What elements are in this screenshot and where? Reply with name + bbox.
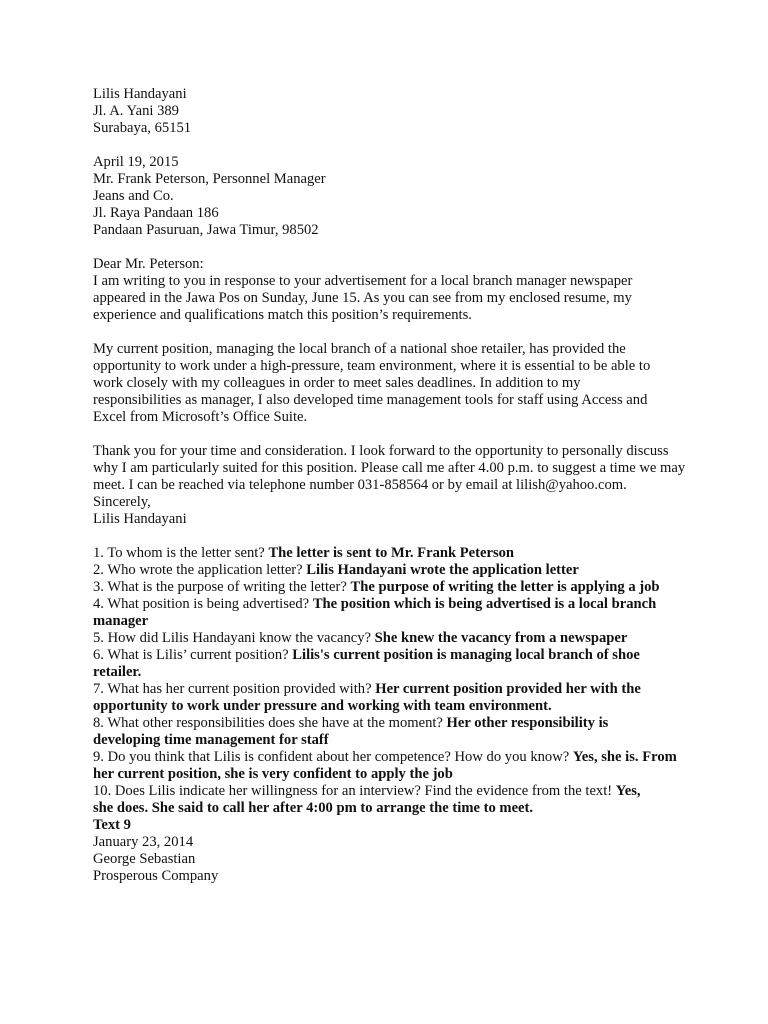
signature: Lilis Handayani <box>93 511 187 527</box>
question-text: 10. Does Lilis indicate her willingness for an interview? Find the evidence from the text! <box>93 783 616 799</box>
question-text: 9. Do you think that Lilis is confident about her competence? How do you know? <box>93 749 573 765</box>
answer-text: Yes, she is. From her current position, she is very confident to apply the job <box>93 749 677 782</box>
sender-street: Jl. A. Yani 389 <box>93 103 179 119</box>
next-text-heading: Text 9 <box>93 817 131 833</box>
next-text-date: January 23, 2014 <box>93 834 194 850</box>
question-4 <box>93 596 658 630</box>
answer-text: Her current position provided her with the opportunity to work under pressure and working with team environment. <box>93 681 641 714</box>
question-7 <box>93 681 668 715</box>
answer-text: The position which is being advertised is a local branch manager <box>93 596 657 629</box>
answer-text: She knew the vacancy from a newspaper <box>374 630 628 646</box>
body-paragraph-1: I am writing to you in response to your advertisement for a local branch manager newspaper appeared in the Jawa Pos on Sunday, June 15. As you can see from my enclosed resume, my experience and qualifications match this position’s requirements. <box>93 273 633 323</box>
answer-text: The letter is sent to Mr. Frank Peterson <box>268 545 515 561</box>
question-1 <box>93 545 693 562</box>
question-text: 1. To whom is the letter sent? <box>93 545 269 561</box>
letter-document <box>93 86 693 885</box>
answer-text: Her other responsibility is developing time management for staff <box>93 715 609 748</box>
question-text: 5. How did Lilis Handayani know the vacancy? <box>93 630 375 646</box>
question-9 <box>93 749 693 783</box>
recipient-street: Jl. Raya Pandaan 186 <box>93 205 219 221</box>
sender-name: Lilis Handayani <box>93 86 187 102</box>
recipient-name-title: Mr. Frank Peterson, Personnel Manager <box>93 171 326 187</box>
answer-text: The purpose of writing the letter is applying a job <box>350 579 660 595</box>
body-paragraph-3: Thank you for your time and consideration. I look forward to the opportunity to personally discuss why I am particularly suited for this position. Please call me after 4.00 p.m. to suggest a time we may meet. I can be reached via telephone number 031-858564 or by email at lilish@yahoo.com. <box>93 443 686 493</box>
next-text-company: Prosperous Company <box>93 868 219 884</box>
question-6 <box>93 647 668 681</box>
answer-text: Yes, she does. She said to call her after 4:00 pm to arrange the time to meet. <box>93 783 641 816</box>
letter-date: April 19, 2015 <box>93 154 179 170</box>
question-10 <box>93 783 653 817</box>
question-5 <box>93 630 693 647</box>
question-text: 7. What has her current position provided with? <box>93 681 376 697</box>
body-paragraph-2: My current position, managing the local branch of a national shoe retailer, has provided the opportunity to work under a high-pressure, team environment, where it is essential to be able to work closely with my colleagues in order to meet sales deadlines. In addition to my responsibilities as manager, I also developed time management tools for staff using Access and Excel from Microsoft’s Office Suite. <box>93 341 651 425</box>
question-text: 3. What is the purpose of writing the letter? <box>93 579 351 595</box>
recipient-company: Jeans and Co. <box>93 188 174 204</box>
question-text: 2. Who wrote the application letter? <box>93 562 307 578</box>
recipient-city: Pandaan Pasuruan, Jawa Timur, 98502 <box>93 222 319 238</box>
question-3 <box>93 579 693 596</box>
answer-text: Lilis's current position is managing local branch of shoe retailer. <box>93 647 640 680</box>
question-text: 6. What is Lilis’ current position? <box>93 647 293 663</box>
closing: Sincerely, <box>93 494 151 510</box>
sender-city: Surabaya, 65151 <box>93 120 192 136</box>
next-text-name: George Sebastian <box>93 851 196 867</box>
answer-text: Lilis Handayani wrote the application letter <box>306 562 579 578</box>
question-8 <box>93 715 658 749</box>
question-2 <box>93 562 693 579</box>
question-text: 4. What position is being advertised? <box>93 596 313 612</box>
question-text: 8. What other responsibilities does she have at the moment? <box>93 715 447 731</box>
salutation: Dear Mr. Peterson: <box>93 256 204 272</box>
